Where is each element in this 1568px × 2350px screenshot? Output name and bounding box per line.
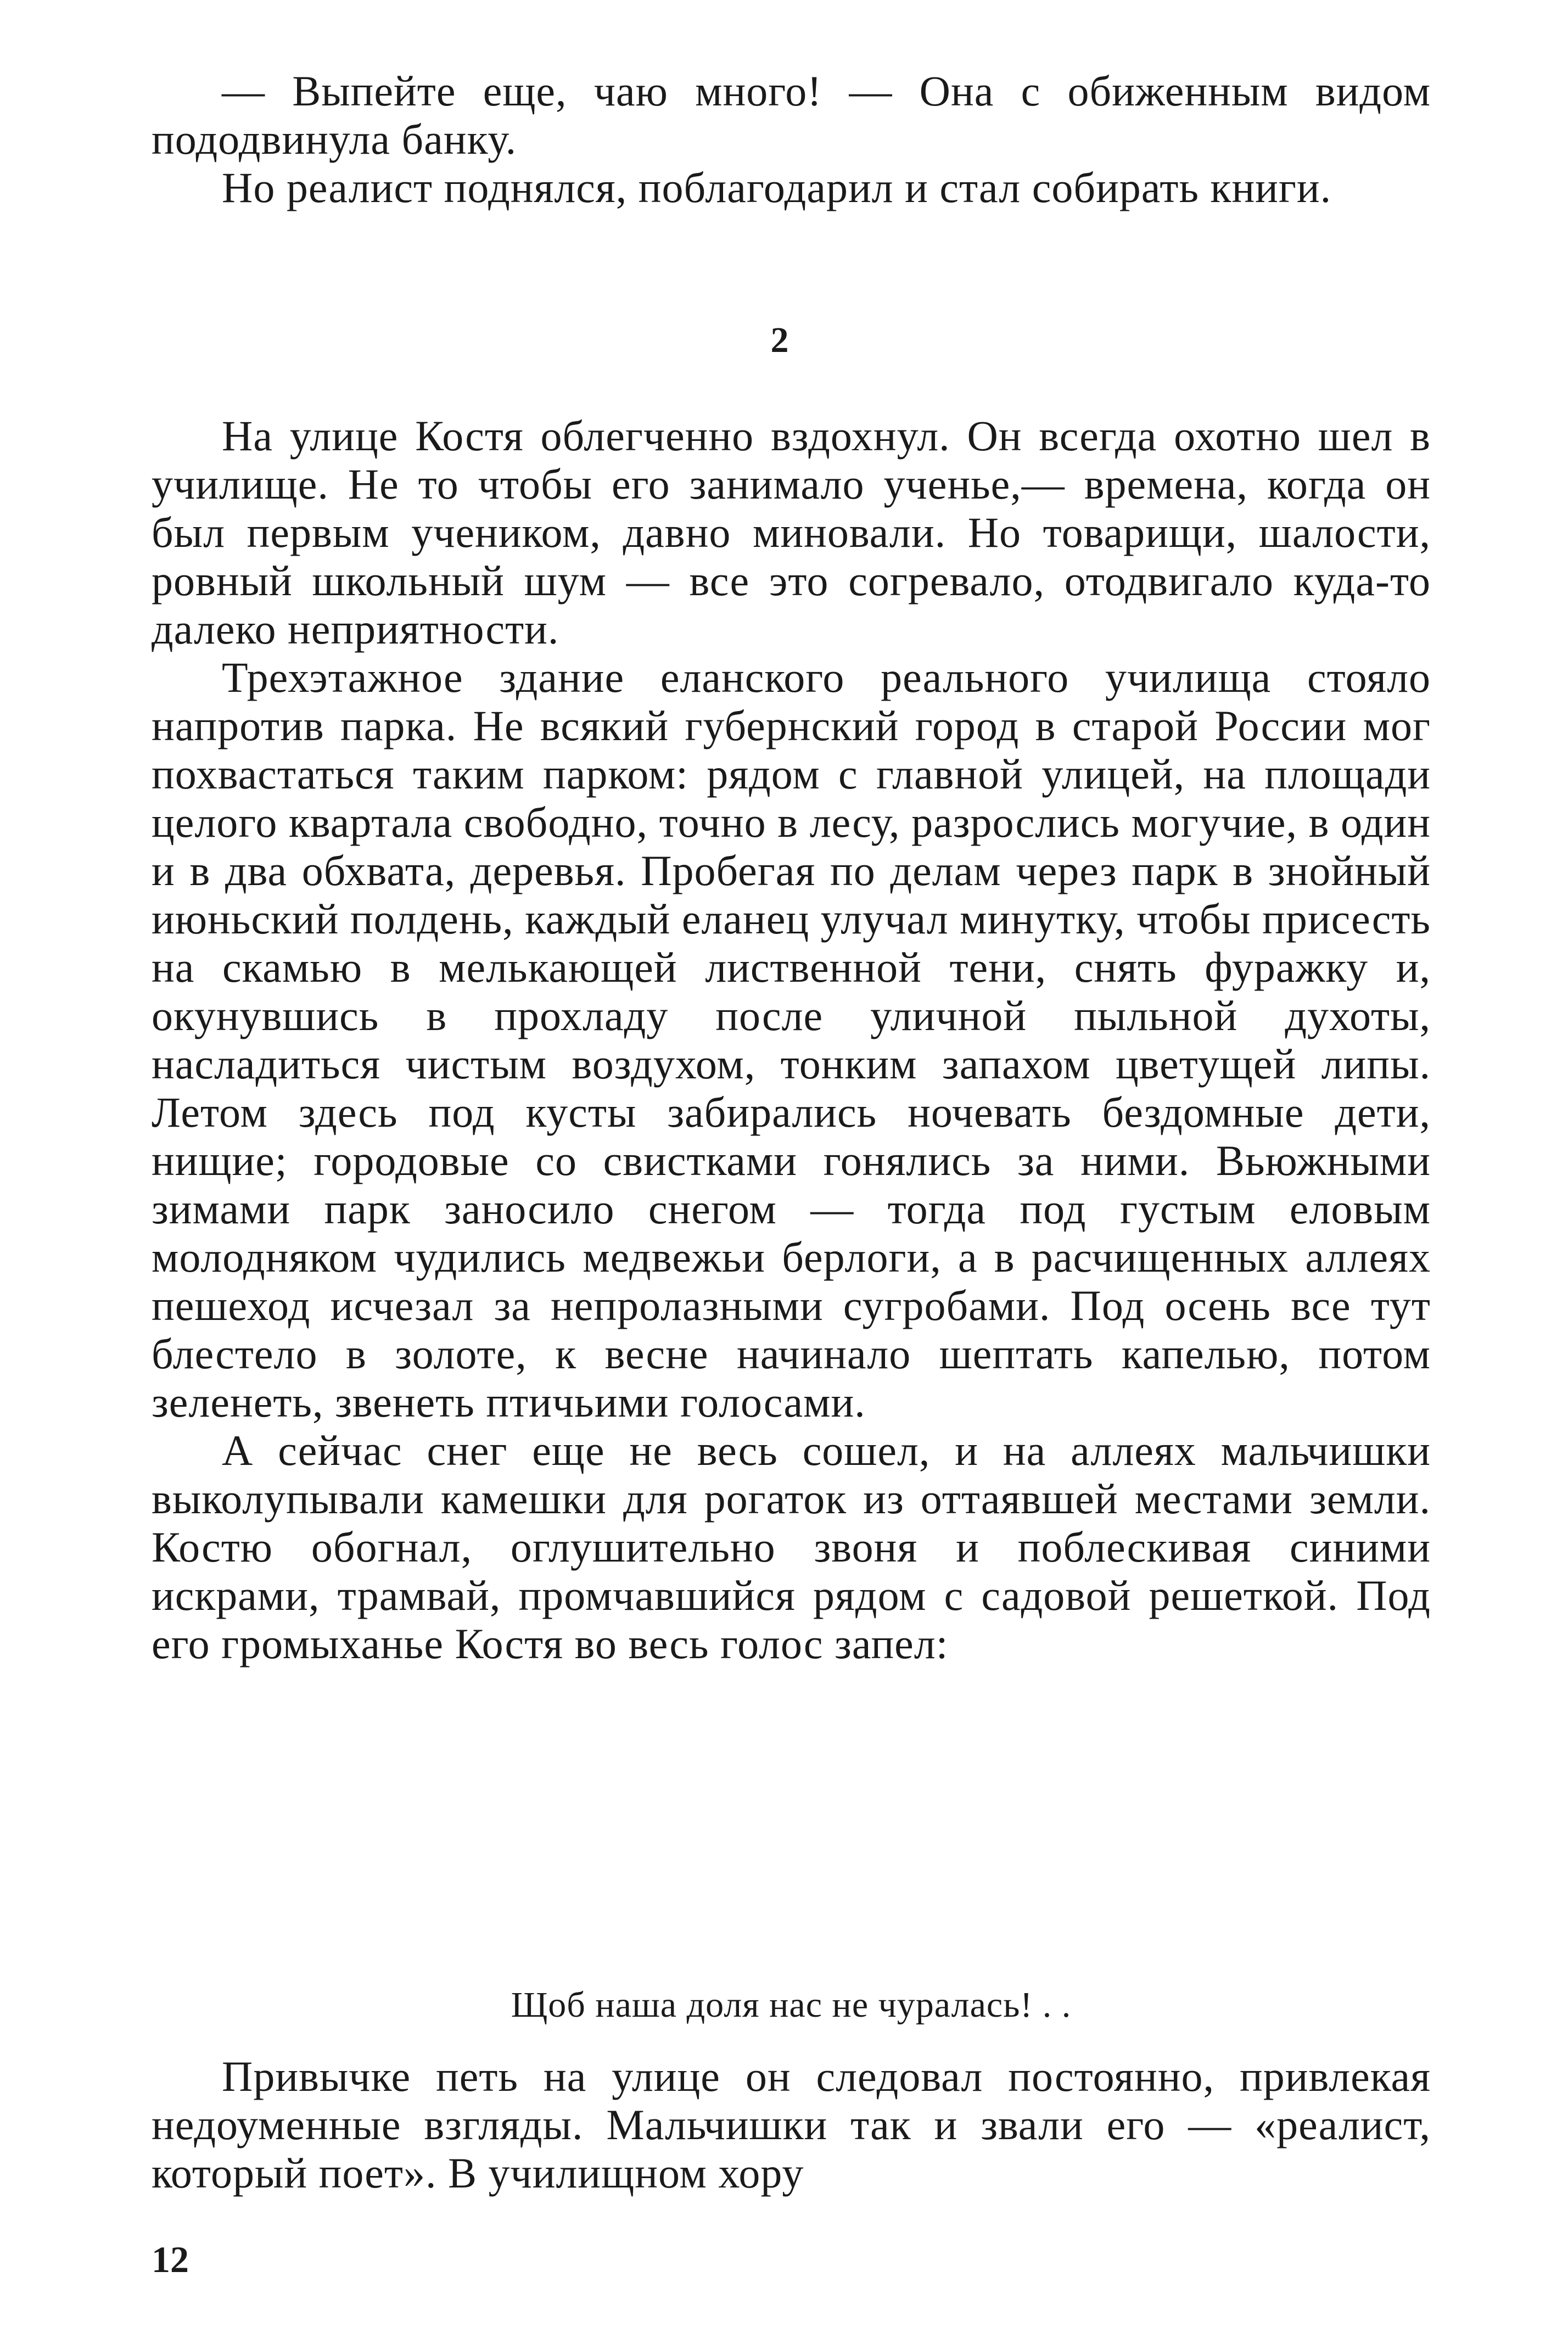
closing-text-block [152,2052,1431,2197]
paragraph: — Выпейте еще, чаю много! — Она с обиженным видом пододвинула банку. [152,67,1431,163]
paragraph: Трехэтажное здание еланского реального училища стояло напротив парка. Не всякий губернский город в старой России мог похвастаться таким парком: рядом с главной улицей, на площади целого квартала свободно, точно в лесу, разрослись могучие, в один и в два обхвата, деревья. Пробегая по делам через парк в знойный июньский полдень, каждый еланец улучал минутку, чтобы присесть на скамью в мелькающей лиственной тени, снять фуражку и, окунувшись в прохладу после уличной пыльной духоты, насладиться чистым воздухом, тонким запахом цветущей липы. Летом здесь под кусты забирались ночевать бездомные дети, нищие; городовые со свистками гонялись за ними. Вьюжными зимами парк заносило снегом — тогда под густым еловым молодняком чудились медвежьи берлоги, а в расчищенных аллеях пешеход исчезал за непролазными сугробами. Под осень все тут блестело в золоте, к весне начинало шептать капелью, потом зеленеть, звенеть птичьими голосами. [152,653,1431,1426]
main-text-block [152,412,1431,1668]
song-verse: Щоб наша доля нас не чуралась! . . [511,1985,1072,2025]
chapter-number: 2 [770,320,789,360]
paragraph: На улице Костя облегченно вздохнул. Он всегда охотно шел в училище. Не то чтобы его занимало ученье,— времена, когда он был первым учеником, давно миновали. Но товарищи, шалости, ровный школьный шум — все это согревало, отодвигало куда-то далеко неприятности. [152,412,1431,653]
page-number: 12 [152,2239,189,2280]
paragraph: Привычке петь на улице он следовал постоянно, привлекая недоуменные взгляды. Мальчишки так и звали его — «реалист, который поет». В училищном хору [152,2052,1431,2197]
paragraph: Но реалист поднялся, поблагодарил и стал собирать книги. [222,164,1332,211]
opening-text-block [152,67,1431,212]
paragraph: А сейчас снег еще не весь сошел, и на аллеях мальчишки выколупывали камешки для рогаток из оттаявшей местами земли. Костю обогнал, оглушительно звоня и поблескивая синими искрами, трамвай, промчавшийся рядом с садовой решеткой. Под его громыханье Костя во весь голос запел: [152,1426,1431,1668]
